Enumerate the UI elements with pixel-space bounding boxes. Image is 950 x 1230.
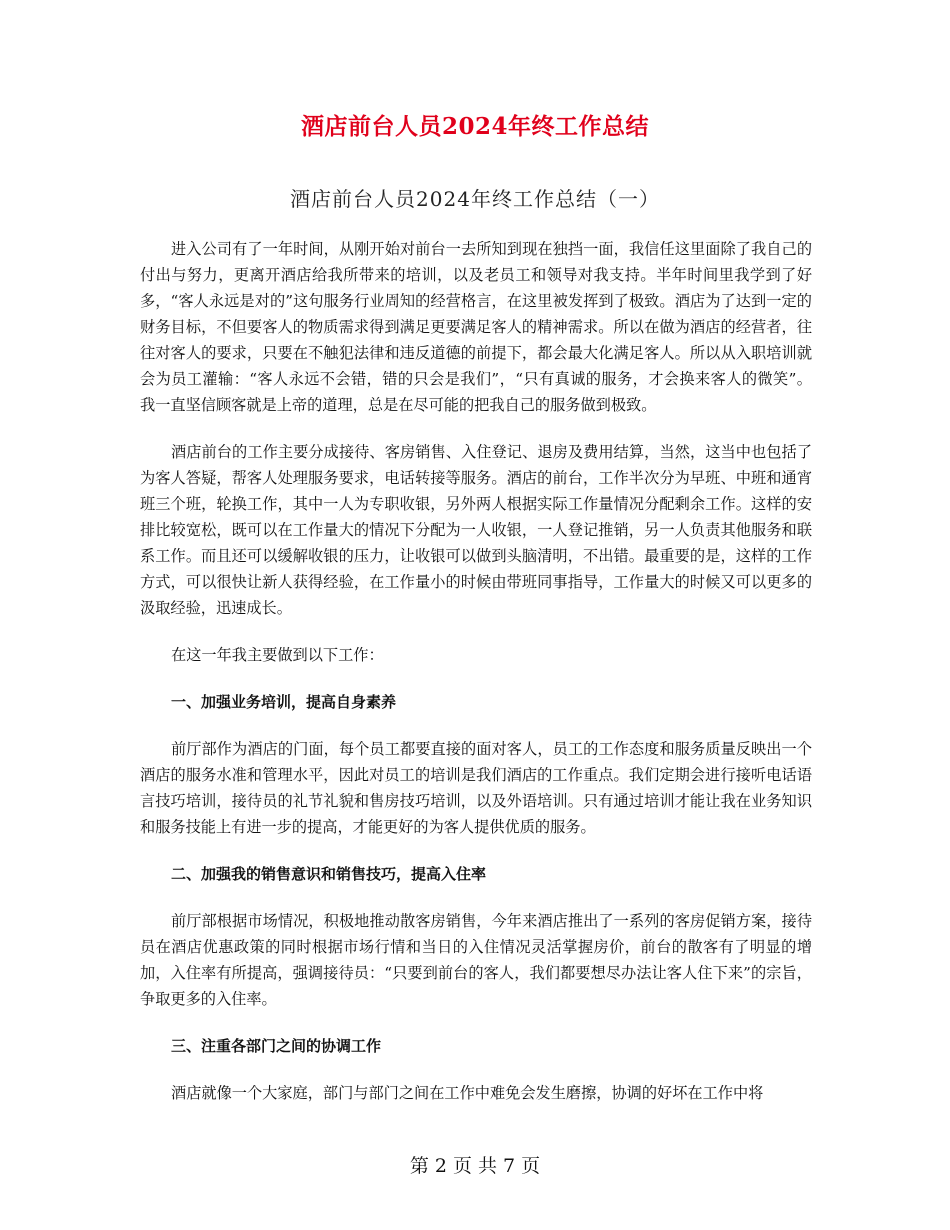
section-heading-training: 一、加强业务培训，提高自身素养 (171, 693, 397, 711)
paragraph-intro: 进入公司有了一年时间，从刚开始对前台一去所知到现在独挡一面，我信任这里面除了我自己的付出与努力，更离开酒店给我所带来的培训，以及老员工和领导对我支持。半年时间里我学到了好多，“客人永远是对的”这句服务行业周知的经营格言，在这里被发挥到了极致。酒店为了达到一定的财务目标，不但要客人的物质需求得到满足更要满足客人的精神需求。所以在做为酒店的经营者，往往对客人的要求，只要在不触犯法律和违反道德的前提下，都会最大化满足客人。所以从入职培训就会为员工灌输：“客人永远不会错，错的只会是我们”，“只有真诚的服务，才会换来客人的微笑”。 我一直坚信顾客就是上帝的道理，总是在尽可能的把我自己的服务做到极致。 (140, 240, 812, 414)
page-number-footer: 第 2 页 共 7 页 (409, 1155, 541, 1177)
paragraph-duties: 酒店前台的工作主要分成接待、客房销售、入住登记、退房及费用结算，当然，这当中也包括了为客人答疑，帮客人处理服务要求，电话转接等服务。酒店的前台，工作半次分为早班、中班和通宵班三个班，轮换工作，其中一人为专职收银，另外两人根据实际工作量情况分配剩余工作。这样的安排比较宽松，既可以在工作量大的情况下分配为一人收银，一人登记推销，另一人负责其他服务和联系工作。而且还可以缓解收银的压力，让收银可以做到头脑清明，不出错。最重要的是，这样的工作方式，可以很快让新人获得经验，在工作量小的时候由带班同事指导，工作量大的时候又可以更多的汲取经验，迅速成长。 (140, 443, 812, 617)
document-body (140, 236, 812, 1127)
document-subtitle: 酒店前台人员2024年终工作总结（一） (290, 187, 660, 211)
paragraph-coordination: 酒店就像一个大家庭，部门与部门之间在工作中难免会发生磨擦，协调的好坏在工作中将 (171, 1084, 764, 1102)
paragraph-training: 前厅部作为酒店的门面，每个员工都要直接的面对客人，员工的工作态度和服务质量反映出一个酒店的服务水准和管理水平，因此对员工的培训是我们酒店的工作重点。我们定期会进行接听电话语言技巧培训，接待员的礼节礼貌和售房技巧培训，以及外语培训。只有通过培训才能让我在业务知识和服务技能上有进一步的提高，才能更好的为客人提供优质的服务。 (140, 740, 812, 836)
section-heading-coordination: 三、注重各部门之间的协调工作 (171, 1037, 382, 1055)
document-title: 酒店前台人员2024年终工作总结 (300, 113, 649, 140)
paragraph-sales: 前厅部根据市场情况，积极地推动散客房销售，今年来酒店推出了一系列的客房促销方案，接待员在酒店优惠政策的同时根据市场行情和当日的入住情况灵活掌握房价，前台的散客有了明显的增加，入住率有所提高，强调接待员：“只要到前台的客人，我们都要想尽办法让客人住下来”的宗旨，争取更多的入住率。 (140, 912, 812, 1008)
paragraph-summary-lead: 在这一年我主要做到以下工作： (171, 646, 384, 664)
section-heading-sales: 二、加强我的销售意识和销售技巧，提高入住率 (171, 865, 487, 883)
